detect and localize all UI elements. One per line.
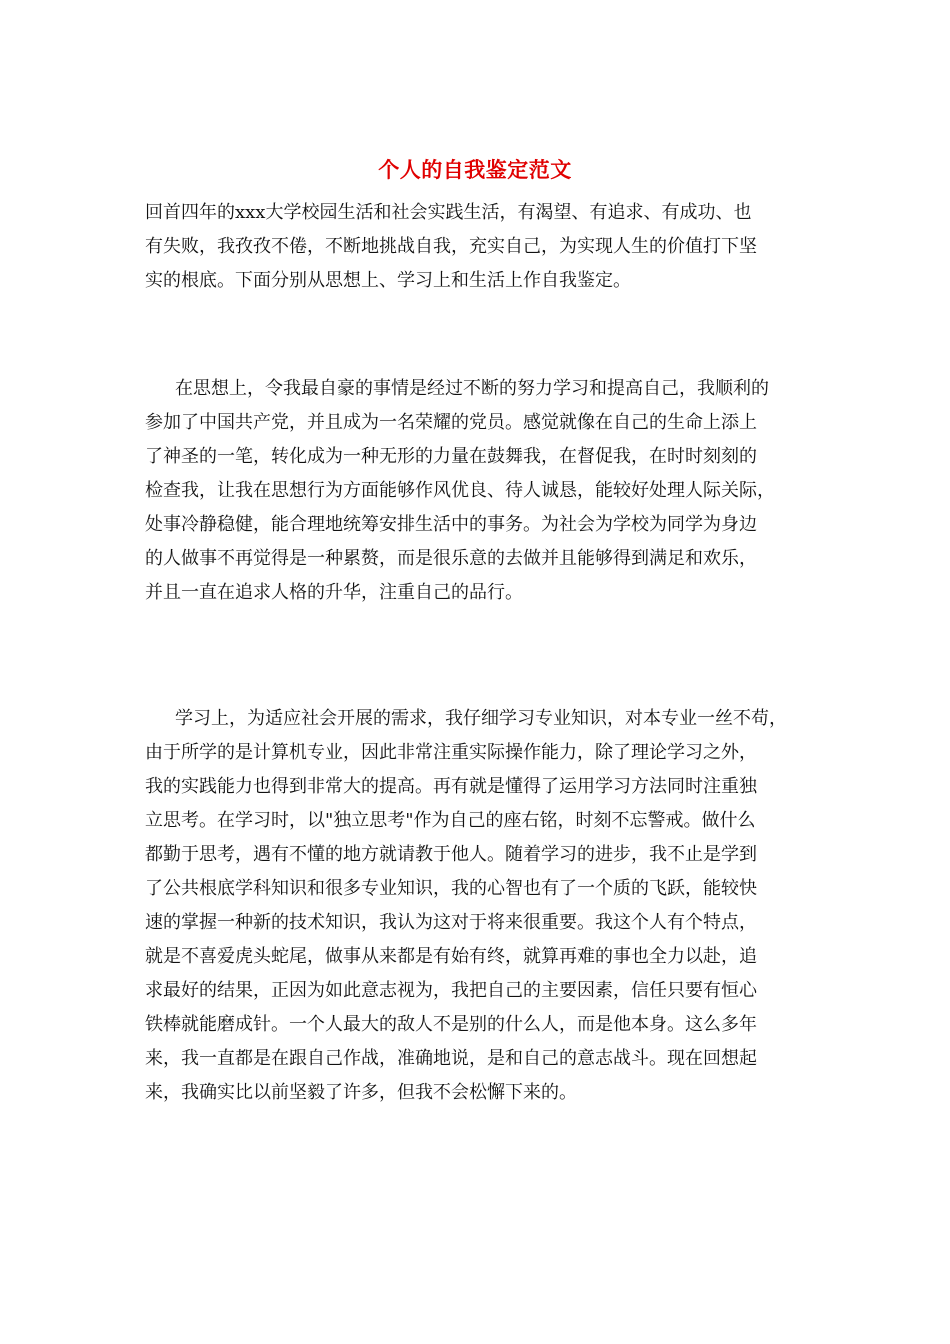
paragraph-line: 学习上，为适应社会开展的需求，我仔细学习专业知识，对本专业一丝不苟， [175,708,787,729]
paragraph-line: 速的掌握一种新的技术知识，我认为这对于将来很重要。我这个人有个特点， [145,912,757,933]
paragraph-study [145,702,835,1110]
paragraph-line: 回首四年的xxx大学校园生活和社会实践生活，有渴望、有追求、有成功、也 [145,202,752,223]
paragraph-line: 并且一直在追求人格的升华，注重自己的品行。 [145,582,523,603]
paragraph-line: 处事冷静稳健，能合理地统筹安排生活中的事务。为社会为学校为同学为身边 [145,514,757,535]
paragraph-line: 了公共根底学科知识和很多专业知识，我的心智也有了一个质的飞跃，能较快 [145,878,757,899]
paragraph-line: 来，我确实比以前坚毅了许多，但我不会松懈下来的。 [145,1082,577,1103]
paragraph-line: 由于所学的是计算机专业，因此非常注重实际操作能力，除了理论学习之外， [145,742,757,763]
paragraph-line: 检查我，让我在思想行为方面能够作风优良、待人诚恳，能较好处理人际关际， [145,480,775,501]
paragraph-line: 铁棒就能磨成针。一个人最大的敌人不是别的什么人，而是他本身。这么多年 [145,1014,757,1035]
document-title: 个人的自我鉴定范文 [378,157,572,182]
paragraph-line: 在思想上，令我最自豪的事情是经过不断的努力学习和提高自己，我顺利的 [175,378,769,399]
paragraph-ideology [145,372,835,610]
paragraph-intro [145,196,835,298]
paragraph-line: 就是不喜爱虎头蛇尾，做事从来都是有始有终，就算再难的事也全力以赴，追 [145,946,757,967]
paragraph-line: 了神圣的一笔，转化成为一种无形的力量在鼓舞我，在督促我，在时时刻刻的 [145,446,757,467]
paragraph-line: 我的实践能力也得到非常大的提高。再有就是懂得了运用学习方法同时注重独 [145,776,757,797]
paragraph-line: 实的根底。下面分别从思想上、学习上和生活上作自我鉴定。 [145,270,631,291]
paragraph-line: 求最好的结果，正因为如此意志视为，我把自己的主要因素，信任只要有恒心 [145,980,757,1001]
paragraph-line: 都勤于思考，遇有不懂的地方就请教于他人。随着学习的进步，我不止是学到 [145,844,757,865]
paragraph-line: 参加了中国共产党，并且成为一名荣耀的党员。感觉就像在自己的生命上添上 [145,412,757,433]
paragraph-line: 来，我一直都是在跟自己作战，准确地说，是和自己的意志战斗。现在回想起 [145,1048,757,1069]
paragraph-line: 立思考。在学习时，以"独立思考"作为自己的座右铭，时刻不忘警戒。做什么 [145,810,756,831]
paragraph-line: 有失败，我孜孜不倦，不断地挑战自我，充实自己，为实现人生的价值打下坚 [145,236,757,257]
paragraph-line: 的人做事不再觉得是一种累赘，而是很乐意的去做并且能够得到满足和欢乐， [145,548,757,569]
